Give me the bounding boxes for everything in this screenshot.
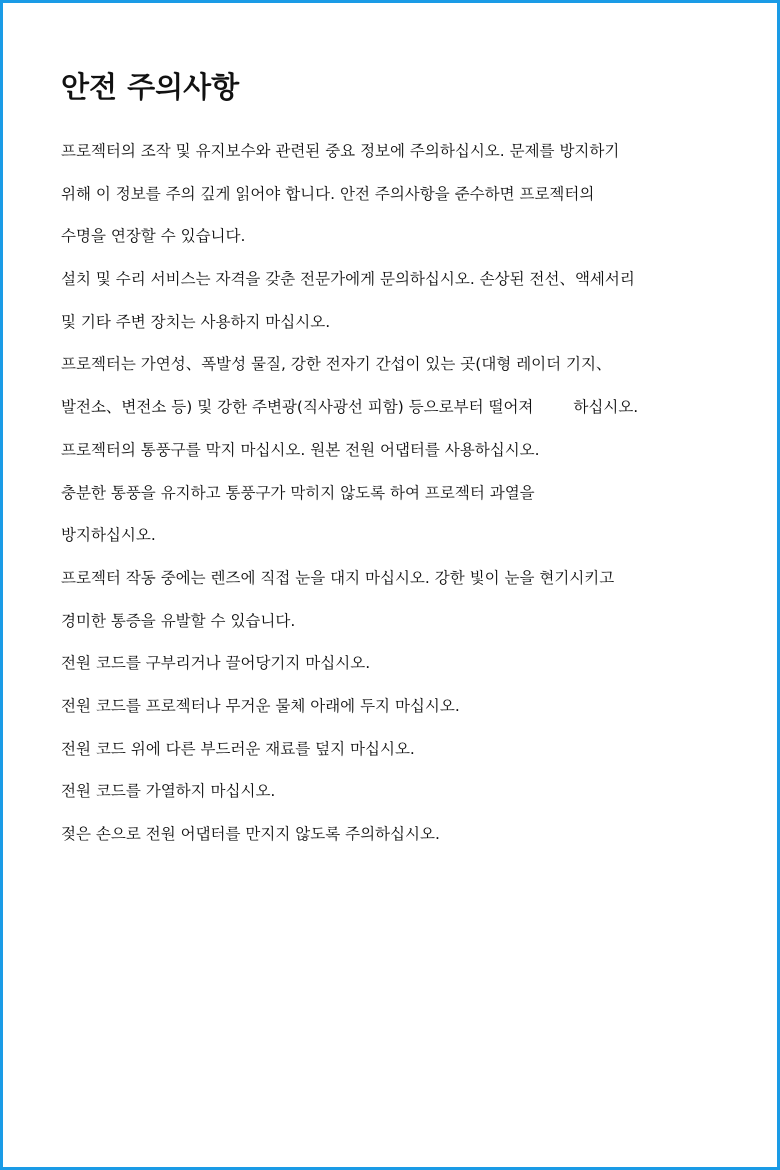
text-line-15: 전원 코드 위에 다른 부드러운 재료를 덮지 마십시오. [61,739,415,758]
document-title: 안전 주의사항 [61,70,240,104]
text-line-9: 충분한 통풍을 유지하고 통풍구가 막히지 않도록 하여 프로젝터 과열을 [61,483,535,502]
document-body [61,130,741,856]
text-line-10: 방지하십시오. [61,526,156,545]
text-line-4: 설치 및 수리 서비스는 자격을 갖춘 전문가에게 문의하십시오. 손상된 전선、액세서리 [61,270,635,289]
text-line-5: 및 기타 주변 장치는 사용하지 마십시오. [61,312,331,331]
text-line-17: 젖은 손으로 전원 어댑터를 만지지 않도록 주의하십시오. [61,825,440,843]
document-content [61,67,741,856]
text-line-8: 프로젝터의 통풍구를 막지 마십시오. 원본 전원 어댑터를 사용하십시오. [61,440,540,459]
text-line-7-start: 발전소、변전소 등) 및 강한 주변광(직사광선 피함) 등으로부터 떨어져 [61,398,534,417]
text-line-14: 전원 코드를 프로젝터나 무거운 물체 아래에 두지 마십시오. [61,696,460,715]
text-line-1: 프로젝터의 조작 및 유지보수와 관련된 중요 정보에 주의하십시오. 문제를 방지하기 [61,142,620,160]
text-line-3: 수명을 연장할 수 있습니다. [61,227,246,246]
text-line-13: 전원 코드를 구부리거나 끌어당기지 마십시오. [61,654,371,673]
text-line-12: 경미한 통증을 유발할 수 있습니다. [61,611,296,630]
text-line-11: 프로젝터 작동 중에는 렌즈에 직접 눈을 대지 마십시오. 강한 빛이 눈을 현기시키고 [61,568,615,587]
text-line-7-end: 하십시오. [573,398,639,417]
text-line-6: 프로젝터는 가연성、폭발성 물질, 강한 전자기 간섭이 있는 곳(대형 레이더 기지、 [61,355,612,374]
text-line-7 [61,386,741,429]
text-line-2: 위해 이 정보를 주의 깊게 읽어야 합니다. 안전 주의사항을 준수하면 프로젝터의 [61,184,595,203]
text-line-16: 전원 코드를 가열하지 마십시오. [61,782,276,801]
